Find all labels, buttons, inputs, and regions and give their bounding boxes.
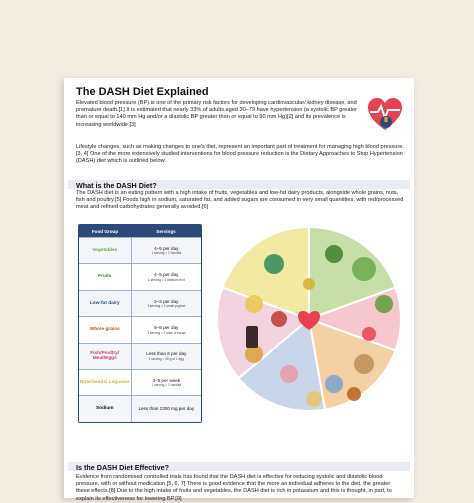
fruit-icon (271, 311, 287, 327)
fruit-icon (362, 327, 376, 341)
servings-value: 4–5 per day (154, 272, 179, 278)
intro-paragraph-1: Elevated blood pressure (BP) is one of the primary risk factors for developing cardiovascular/ kidney disease, and premature death.[1] It is estimated that nearly 33% of adults aged 30–79 have hypertension (a systolic BP greater than or equal to 140 mm Hg and/or a diastolic BP greater than or equal to 90 mm Hg)[2] and its prevalence is increasing worldwide.[3] (76, 100, 357, 128)
table-row (79, 395, 201, 421)
header-food-group: Food Group (91, 228, 119, 234)
table-row (79, 263, 201, 289)
servings-note: 1 serving = 1 slice of bread (147, 330, 186, 335)
servings-cell (131, 317, 201, 342)
servings-table (78, 224, 202, 423)
section-effective-text: Evidence from randomised controlled trials has found that the DASH diet is effective for reducing systolic and diastolic blood pressure, with or without medication.[5, 6, 7] There is good evidence that the more an individual adheres to the diet, the greater these effects.[8] Due to the high intake of fruits and vegetables, the DASH diet is rich in potassium and this is thought, in part, to explain its effectiveness for lowering BP.[9] (76, 474, 392, 502)
fruit-icon (347, 387, 361, 401)
food-group-label: Fruits (98, 274, 112, 280)
servings-note: 1 serving = 1 small yoghurt (147, 304, 186, 309)
servings-cell (131, 264, 201, 289)
dash-food-wheel (214, 224, 404, 414)
food-group-label: Whole grains (89, 327, 120, 333)
section-what-text: The DASH diet is an eating pattern with a high intake of fruits, vegetables and low-fat dairy products, alongside whole grains, nuts, fish and poultry.[5] Foods high in sodium, saturated fat, and added sugars are consumed in very small quantities, with red/processed meat and refined carbohydrates generally avoided.[6] (76, 190, 404, 211)
fruit-icon (280, 365, 298, 383)
table-row (79, 237, 201, 263)
table-row (79, 290, 201, 316)
bottle-icon (246, 326, 258, 348)
fruit-icon (354, 354, 374, 374)
fruit-icon (303, 278, 315, 290)
page-title: The DASH Diet Explained (76, 86, 209, 98)
servings-note: 1 serving = 1 handful (151, 251, 182, 256)
section-heading-effective: Is the DASH Diet Effective? (76, 463, 170, 472)
fruit-icon (352, 257, 376, 281)
section-heading-what: What is the DASH Diet? (76, 181, 157, 190)
food-group-label: Sodium (95, 406, 114, 412)
table-header (79, 225, 201, 237)
servings-value: 4–5 per week (152, 377, 181, 383)
table-row (79, 369, 201, 395)
servings-cell (131, 238, 201, 263)
table-row (79, 343, 201, 369)
fruit-icon (245, 295, 263, 313)
servings-value: 6–8 per day (154, 325, 179, 331)
servings-cell (131, 291, 201, 316)
servings-value: Less than 6 per day (146, 351, 187, 357)
fruit-icon (325, 245, 343, 263)
table-row (79, 316, 201, 342)
servings-value: 2–3 per day (154, 298, 179, 304)
fruit-icon (375, 295, 393, 313)
heart-monitor-icon (366, 96, 404, 134)
servings-note: 1 serving = 1 medium fruit (147, 277, 185, 282)
servings-note: 1 serving = 1 handful (151, 383, 182, 388)
servings-cell (131, 344, 201, 369)
servings-cell (131, 396, 201, 421)
header-servings: Servings (156, 228, 176, 234)
servings-note: 1 serving = 30 g or 1 egg (148, 357, 184, 362)
servings-value: 4–5 per day (154, 245, 179, 251)
fruit-icon (306, 391, 322, 407)
food-group-label: Vegetables (92, 247, 118, 253)
food-group-label: Fish/Poultry/ Meat/Eggs (90, 350, 120, 362)
servings-value: Less than 2300 mg per day (138, 406, 195, 412)
fruit-icon (325, 375, 343, 393)
fruit-icon (264, 254, 284, 274)
food-group-label: Nuts/Seeds/ Legumes (79, 379, 130, 385)
info-sheet (64, 78, 414, 502)
servings-cell (131, 370, 201, 395)
table-body (79, 237, 201, 422)
food-group-label: Low-fat dairy (89, 300, 120, 306)
intro-paragraph-2: Lifestyle changes, such as making changes to one's diet, represent an important part of treatment for managing high blood pressure.[3, 4] One of the more extensively studied interventions for blood pressure reduction is the Dietary Approaches to Stop Hypertension (DASH) diet which is outlined below. (76, 144, 404, 165)
